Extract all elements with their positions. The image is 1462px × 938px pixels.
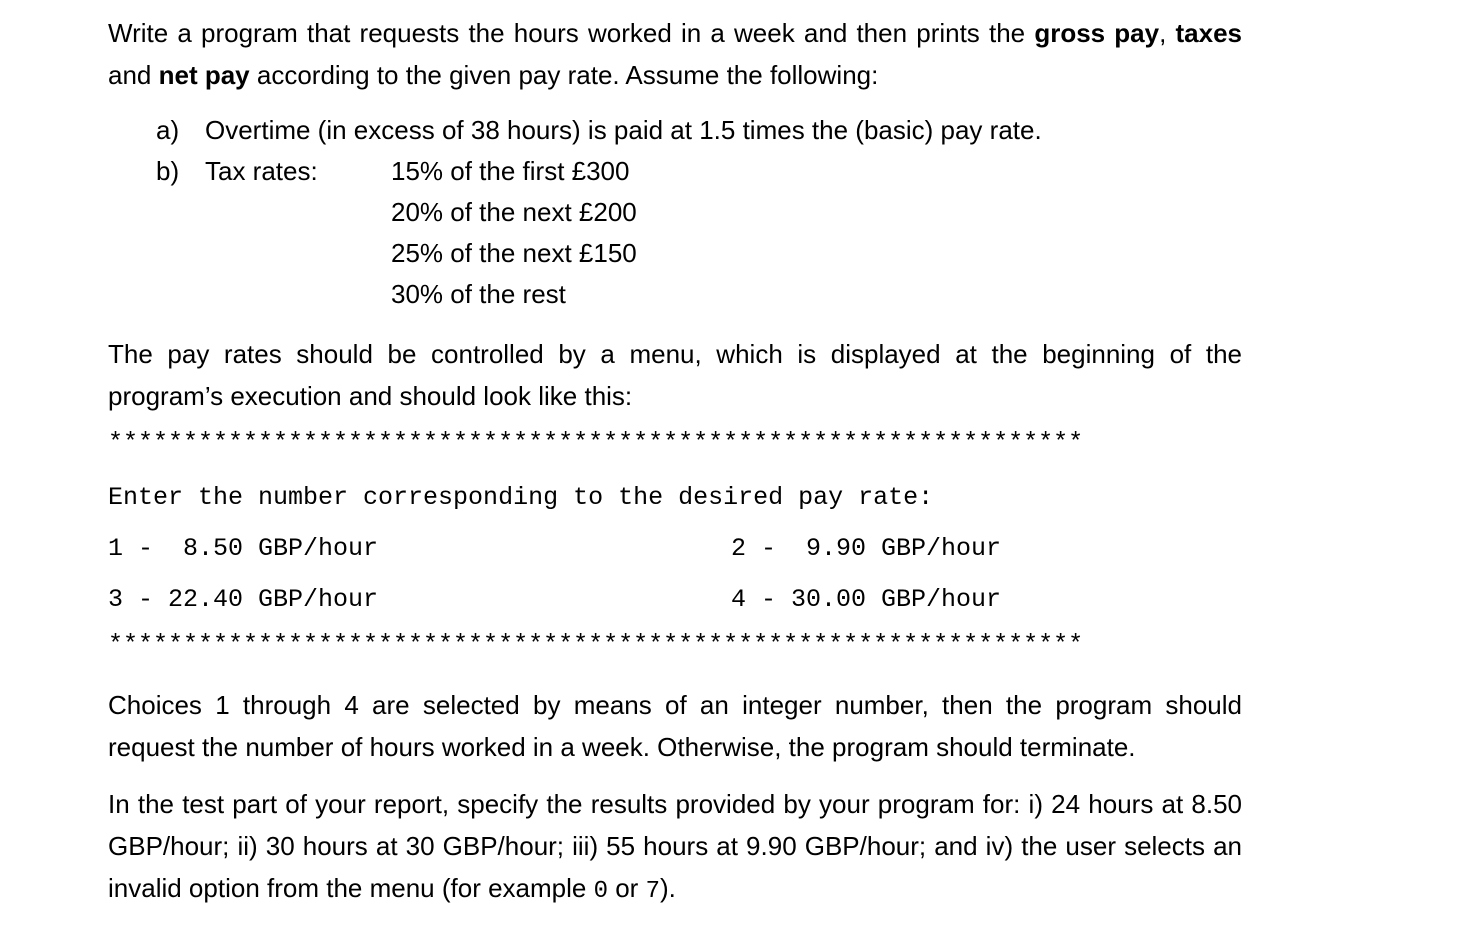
intro-text-2: , (1159, 18, 1176, 48)
intro-text-1: Write a program that requests the hours worked in a week and then prints the (108, 18, 1035, 48)
intro-bold-net-pay: net pay (158, 60, 250, 90)
tax-rate-3: 25% of the next £150 (391, 238, 637, 268)
list-marker-b: b) (156, 156, 180, 186)
test-text-1: In the test part of your report, specify the results provided by your program for: i) 24 hours at 8.50 GBP/hour; ii) 30 hours at 30 GBP/hour; iii) 55 hours at 9.90 GBP/hour; and iv) the user selects an invalid option from the menu (for example (108, 789, 1242, 903)
menu-option-3: 3 - 22.40 GBP/hour (108, 585, 379, 614)
test-text-3: ). (659, 873, 676, 903)
tax-rates-label: Tax rates: (205, 156, 318, 186)
invalid-option-0: 0 (593, 878, 608, 905)
intro-text-3: and (108, 60, 159, 90)
assumption-a-text: Overtime (in excess of 38 hours) is paid at 1.5 times the (basic) pay rate. (205, 115, 1042, 145)
assumption-b (156, 151, 1156, 192)
choices-paragraph: Choices 1 through 4 are selected by means of an integer number, then the program should request the number of hours worked in a week. Otherwise, the program should terminate. (108, 690, 1242, 762)
tax-rate-1: 15% of the first £300 (391, 156, 630, 186)
tax-rate-4: 30% of the rest (391, 279, 566, 309)
list-marker-a: a) (156, 115, 180, 145)
assumption-a (156, 110, 1156, 151)
menu-intro-paragraph: The pay rates should be controlled by a menu, which is displayed at the beginning of the program’s execution and should look like this: (108, 339, 1242, 411)
menu-option-4: 4 - 30.00 GBP/hour (731, 585, 1002, 614)
intro-text-4: according to the given pay rate. Assume the following: (249, 60, 879, 90)
test-text-2: or (607, 873, 646, 903)
tax-rate-row (156, 274, 1156, 315)
invalid-option-7: 7 (645, 878, 660, 905)
test-paragraph (108, 783, 1242, 913)
intro-paragraph (108, 12, 1242, 96)
intro-bold-gross-pay: gross pay (1034, 18, 1160, 48)
menu-prompt: Enter the number corresponding to the desired pay rate: (108, 483, 934, 512)
tax-rate-2: 20% of the next £200 (391, 197, 637, 227)
menu-option-2: 2 - 9.90 GBP/hour (731, 534, 1002, 563)
assumptions-list (156, 110, 1156, 315)
menu-option-1: 1 - 8.50 GBP/hour (108, 534, 379, 563)
tax-rate-row (156, 233, 1156, 274)
menu-border-bottom: ***************************************************************** (108, 630, 1084, 659)
tax-rate-row (156, 192, 1156, 233)
menu-border-top: ***************************************************************** (108, 428, 1084, 457)
intro-bold-taxes: taxes (1175, 18, 1242, 48)
